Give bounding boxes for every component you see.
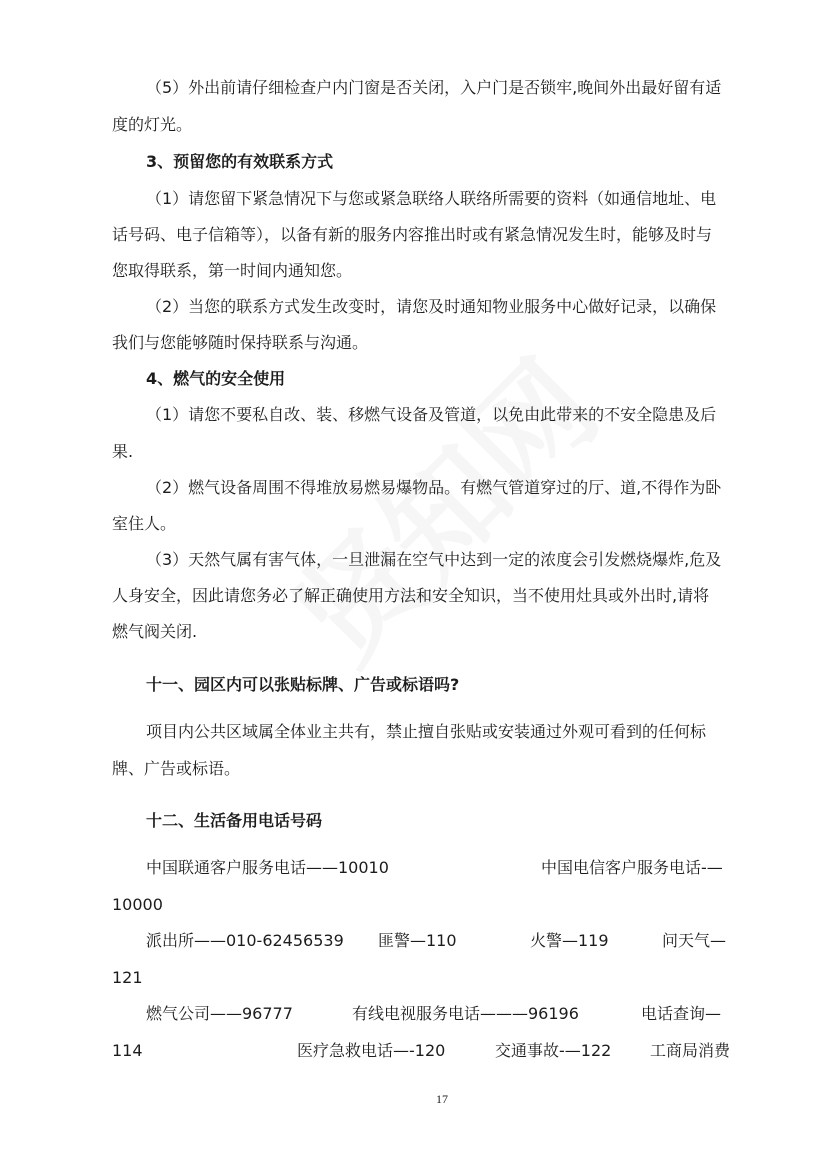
heading-3: 3、预留您的有效联系方式	[146, 152, 334, 171]
para-4-1-line-2: 果.	[112, 442, 134, 461]
phone-gas: 燃气公司——96777	[146, 1004, 293, 1023]
phone-weather: 问天气—	[662, 931, 727, 950]
para-4-2-line-2: 室住人。	[112, 514, 177, 533]
para-4-3-line-1: （3）天然气属有害气体，一旦泄漏在空气中达到一定的浓度会引发燃烧爆炸,危及	[146, 550, 722, 569]
phone-telecom-number: 10000	[112, 895, 163, 914]
page-number: 17	[436, 1092, 448, 1106]
para-4-2-line-1: （2）燃气设备周围不得堆放易燃易爆物品。有燃气管道穿过的厅、道,不得作为卧	[146, 478, 722, 497]
phone-lookup: 电话查询—	[641, 1004, 722, 1023]
para-3-1-line-2: 话号码、电子信箱等），以备有新的服务内容推出时或有紧急情况发生时，能够及时与	[112, 225, 713, 244]
para-3-2-line-1: （2）当您的联系方式发生改变时，请您及时通知物业服务中心做好记录，以确保	[146, 297, 717, 316]
phone-weather-number: 121	[112, 968, 143, 987]
phone-lookup-number: 114	[112, 1041, 143, 1060]
item-5-line-1: （5）外出前请仔细检查户内门窗是否关闭，入户门是否锁牢,晚间外出最好留有适	[146, 78, 722, 97]
heading-12: 十二、生活备用电话号码	[146, 811, 323, 830]
para-3-2-line-2: 我们与您能够随时保持联系与沟通。	[112, 333, 369, 352]
watermark	[252, 318, 628, 694]
phone-unicom: 中国联通客户服务电话——10010	[146, 858, 389, 877]
para-3-1-line-1: （1）请您留下紧急情况下与您或紧急联络人联络所需要的资料（如通信地址、电	[146, 189, 717, 208]
phone-telecom: 中国电信客户服务电话-—	[541, 858, 723, 877]
phone-traffic: 交通事故-—122	[495, 1041, 612, 1060]
para-11-line-2: 牌、广告或标语。	[112, 759, 241, 778]
para-4-3-line-3: 燃气阀关闭.	[112, 622, 198, 641]
phone-cable: 有线电视服务电话———96196	[352, 1004, 579, 1023]
phone-fire: 火警—119	[530, 931, 609, 950]
para-4-1-line-1: （1）请您不要私自改、装、移燃气设备及管道，以免由此带来的不安全隐患及后	[146, 405, 717, 424]
phone-police-station: 派出所——010-62456539	[146, 931, 344, 950]
phone-ambulance: 医疗急救电话—-120	[297, 1041, 446, 1060]
item-5-line-2: 度的灯光。	[112, 115, 193, 134]
phone-police: 匪警—110	[378, 931, 457, 950]
phone-commerce: 工商局消费	[650, 1041, 731, 1060]
heading-11: 十一、园区内可以张贴标牌、广告或标语吗?	[146, 675, 460, 694]
para-3-1-line-3: 您取得联系，第一时间内通知您。	[112, 261, 353, 280]
para-4-3-line-2: 人身安全，因此请您务必了解正确使用方法和安全知识，当不使用灶具或外出时,请将	[112, 586, 710, 605]
para-11-line-1: 项目内公共区域属全体业主共有，禁止擅自张贴或安装通过外观可看到的任何标	[146, 722, 707, 741]
heading-4: 4、燃气的安全使用	[146, 369, 286, 388]
